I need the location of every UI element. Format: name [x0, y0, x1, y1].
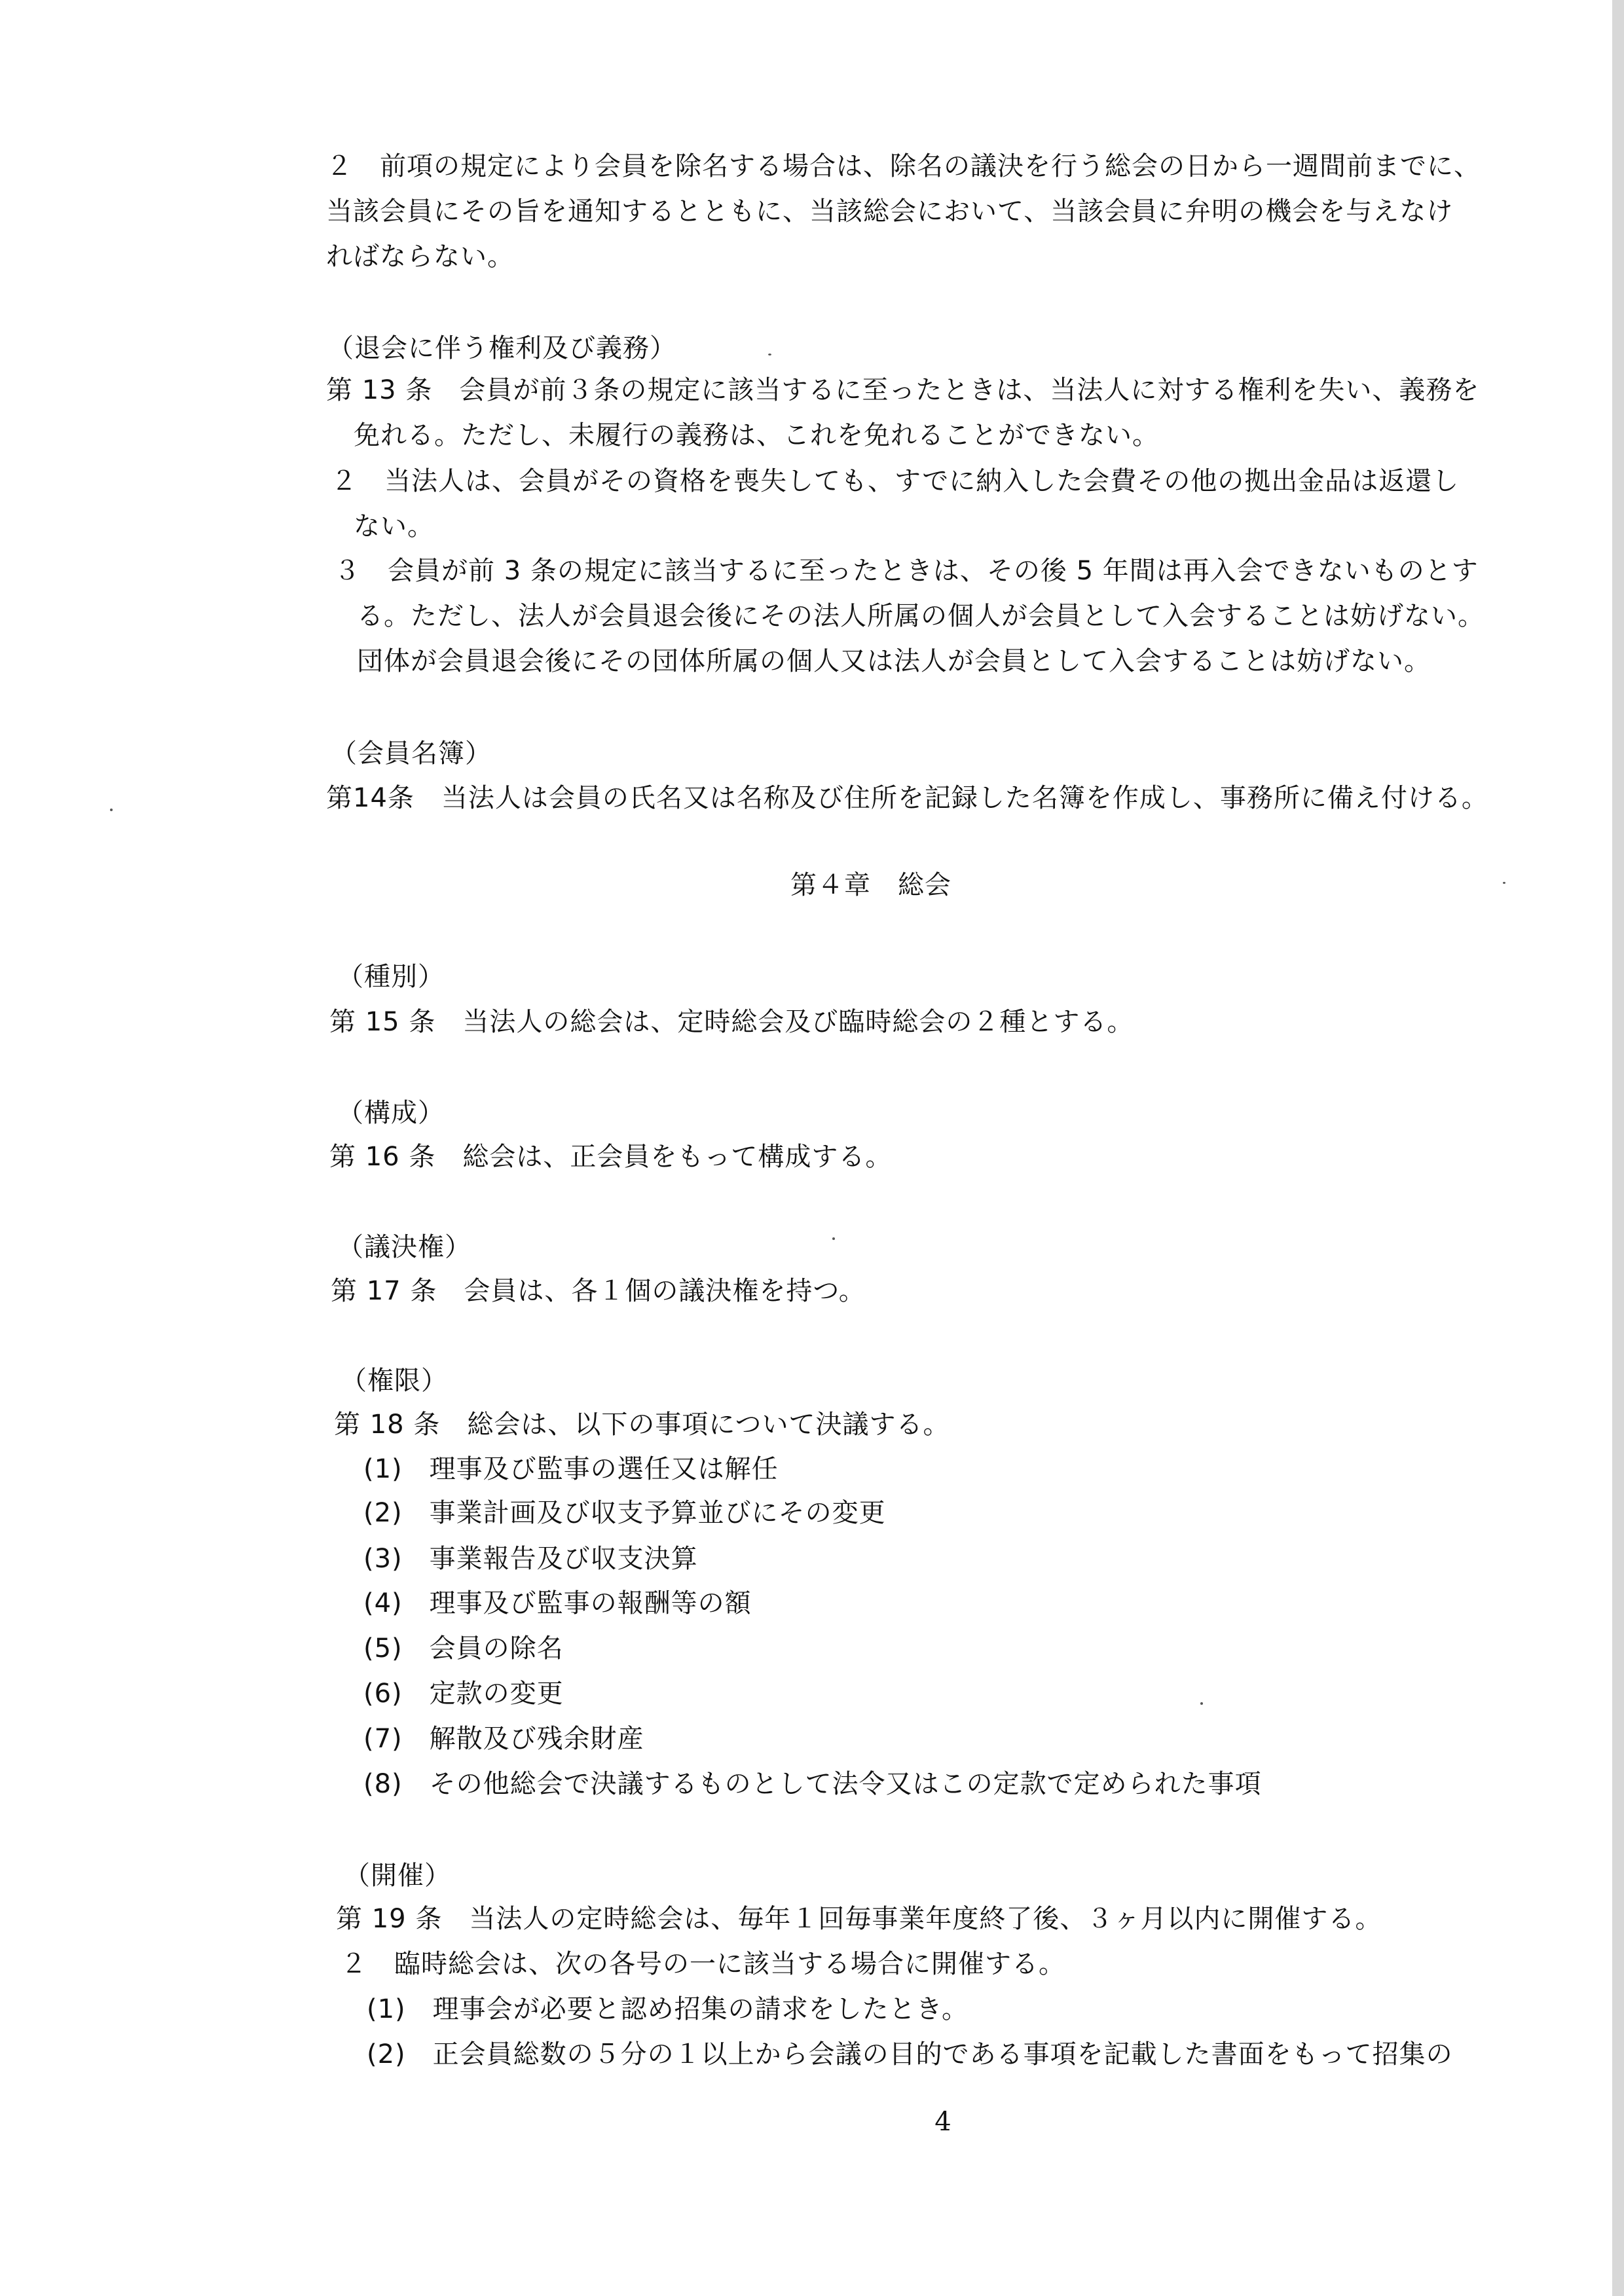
text-line: 団体が会員退会後にその団体所属の個人又は法人が会員として入会することは妨げない。 [357, 646, 1431, 676]
text-line: 第14条 当法人は会員の氏名又は名称及び住所を記録した名簿を作成し、事務所に備え付ける。 [326, 783, 1488, 813]
list-item: (8) その他総会で決議するものとして法令又はこの定款で定められた事項 [363, 1769, 1262, 1799]
article-heading: （退会に伴う権利及び義務） [327, 333, 676, 363]
scan-speck [1200, 1702, 1203, 1705]
list-item: (1) 理事及び監事の選任又は解任 [363, 1454, 779, 1484]
article-heading: （種別） [337, 962, 445, 992]
list-item: (3) 事業報告及び収支決算 [363, 1544, 698, 1574]
article-heading: （議決権） [337, 1232, 471, 1262]
article-heading: （会員名簿） [331, 738, 492, 769]
text-line: ３ 会員が前 3 条の規定に該当するに至ったときは、その後 5 年間は再入会できないものとす [334, 556, 1479, 586]
article-heading: （開催） [344, 1861, 451, 1891]
scan-edge-right [1612, 0, 1624, 2296]
text-line: ２ 当法人は、会員がその資格を喪失しても、すでに納入した会費その他の拠出金品は返還し [331, 466, 1460, 496]
scan-speck [110, 809, 113, 811]
text-line: ２ 臨時総会は、次の各号の一に該当する場合に開催する。 [341, 1949, 1065, 1979]
list-item: (4) 理事及び監事の報酬等の額 [363, 1588, 752, 1618]
article-heading: （権限） [341, 1366, 448, 1396]
text-line: 第 16 条 総会は、正会員をもって構成する。 [329, 1142, 893, 1172]
list-item: (7) 解散及び残余財産 [363, 1724, 644, 1754]
text-line: 免れる。ただし、未履行の義務は、これを免れることができない。 [354, 420, 1159, 450]
chapter-title: 第４章 総会 [790, 870, 951, 900]
page-number: 4 [934, 2107, 951, 2137]
text-line: 第 17 条 会員は、各１個の議決権を持つ。 [331, 1276, 866, 1306]
text-line: ればならない。 [326, 242, 514, 272]
text-line: 第 18 条 総会は、以下の事項について決議する。 [334, 1410, 950, 1440]
list-item: (2) 正会員総数の５分の１以上から会議の目的である事項を記載した書面をもって招集の [367, 2039, 1453, 2069]
article-heading: （構成） [337, 1098, 445, 1128]
text-line: ない。 [354, 511, 434, 541]
text-line: 当該会員にその旨を通知するとともに、当該総会において、当該会員に弁明の機会を与えなけ [326, 196, 1454, 227]
list-item: (1) 理事会が必要と認め招集の請求をしたとき。 [367, 1994, 969, 2024]
scan-speck [1503, 882, 1505, 884]
text-line: 第 15 条 当法人の総会は、定時総会及び臨時総会の２種とする。 [329, 1007, 1134, 1037]
text-line: 第 19 条 当法人の定時総会は、毎年１回毎事業年度終了後、３ヶ月以内に開催する。 [336, 1904, 1382, 1934]
list-item: (6) 定款の変更 [363, 1679, 564, 1709]
text-line: 第 13 条 会員が前３条の規定に該当するに至ったときは、当法人に対する権利を失い、義務を [326, 375, 1480, 405]
scan-speck [832, 1237, 835, 1240]
list-item: (2) 事業計画及び収支予算並びにその変更 [363, 1498, 886, 1528]
scan-speck [768, 354, 771, 355]
text-line: ２ 前項の規定により会員を除名する場合は、除名の議決を行う総会の日から一週間前までに、 [326, 151, 1481, 181]
text-line: る。ただし、法人が会員退会後にその法人所属の個人が会員として入会することは妨げない。 [357, 601, 1485, 631]
list-item: (5) 会員の除名 [363, 1633, 564, 1664]
